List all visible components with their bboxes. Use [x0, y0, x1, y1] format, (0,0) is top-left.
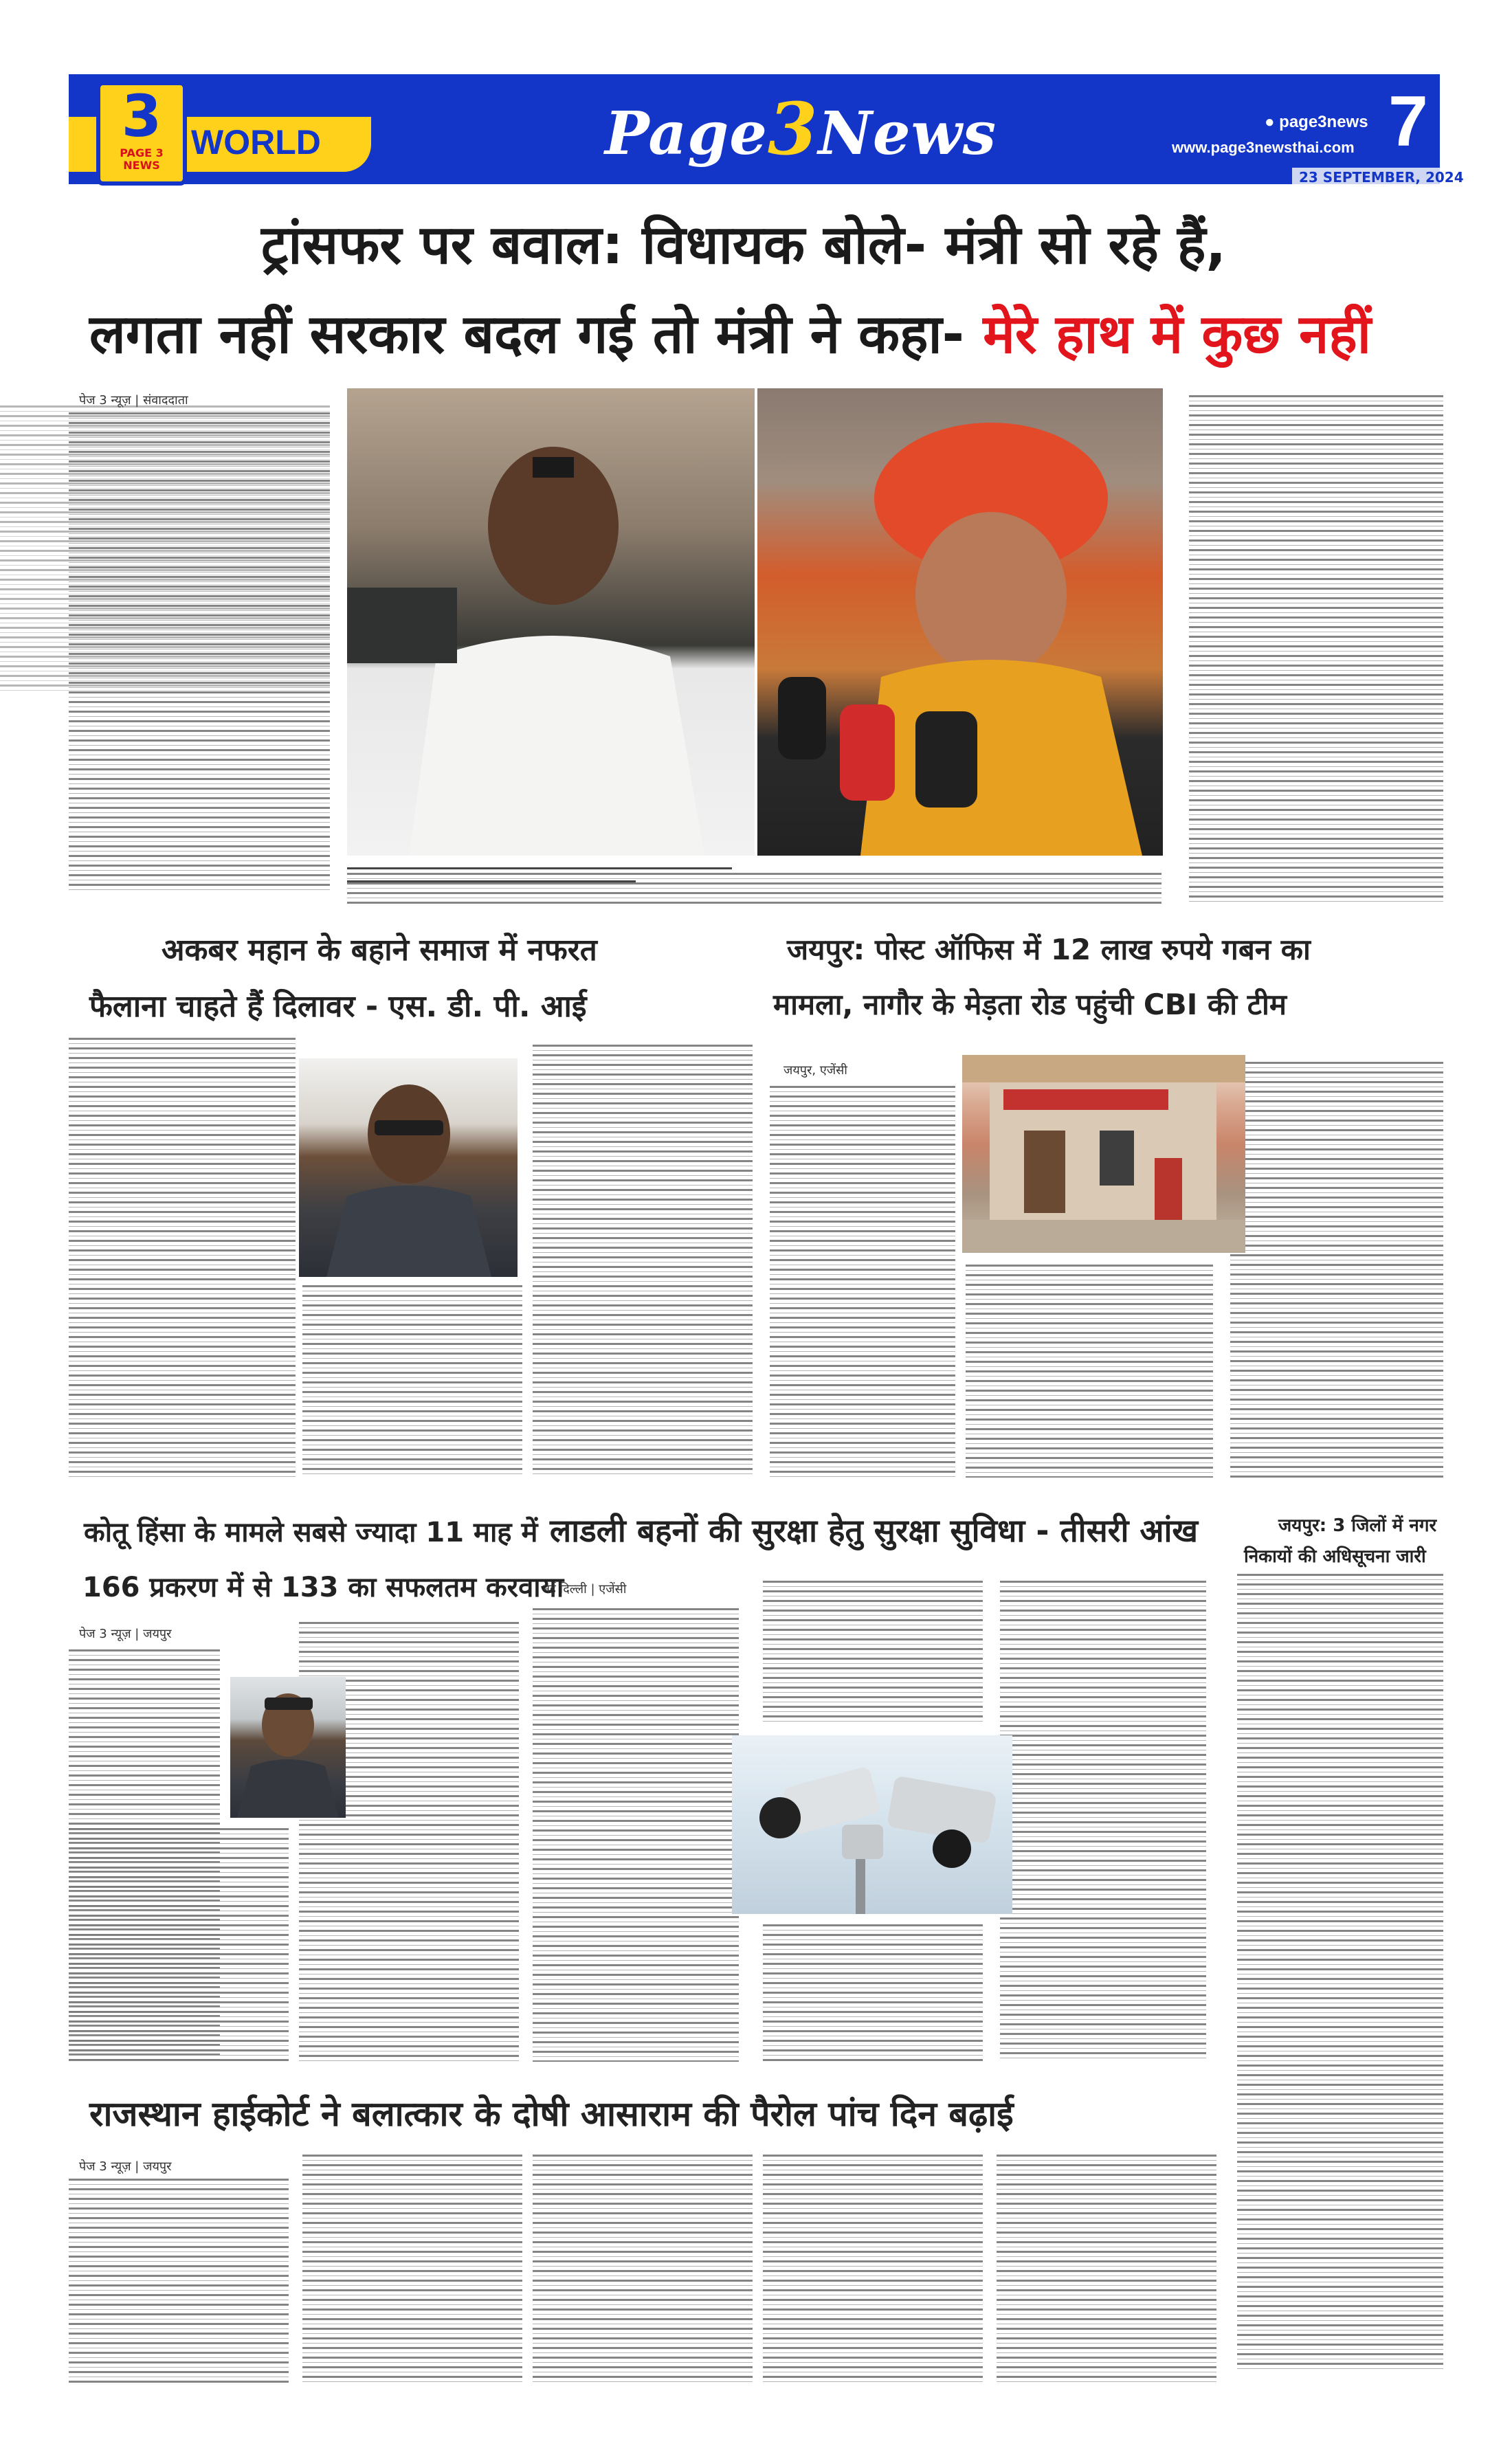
police-text-column-1b [69, 1828, 289, 2062]
cctv-text-column-1 [533, 1608, 739, 2062]
akbar-headline-line1: अकबर महान के बहाने समाज में नफरत [162, 933, 597, 968]
logo-subtext: PAGE 3 NEWS [120, 146, 164, 172]
high-court-text-column-4 [763, 2155, 983, 2385]
high-court-text-column-3 [533, 2155, 753, 2385]
lead-text-continued [347, 873, 1161, 906]
post-office-headline-line2: मामला, नागौर के मेड़ता रोड पहुंची CBI की टीम [773, 988, 1287, 1021]
social-handle: ● page3news [1265, 113, 1368, 131]
mla-photo [347, 388, 755, 856]
cctv-headline: लाडली बहनों की सुरक्षा हेतु सुरक्षा सुविधा - तीसरी आंख [550, 1512, 1199, 1549]
akbar-text-column-3 [533, 1045, 753, 1478]
website-url: www.page3newsthai.com [1172, 139, 1355, 156]
lead-headline-line1: ट्रांसफर पर बवाल: विधायक बोले- मंत्री सो रहे हैं, [261, 214, 1226, 276]
akbar-text-column-2 [302, 1285, 522, 1478]
police-headline-line1: कोतू हिंसा के मामले सबसे ज्यादा 11 माह में [84, 1517, 538, 1548]
lead-text-overlay [0, 405, 330, 694]
sdpi-leader-photo [299, 1058, 518, 1277]
lead-headline-red: मेरे हाथ में कुछ नहीं [964, 304, 1371, 366]
police-headline-line2: 166 प्रकरण में से 133 का सफलतम करवाया [82, 1572, 564, 1603]
police-officer-photo [230, 1677, 346, 1818]
side-text-column [1237, 1574, 1443, 2371]
minister-photo [757, 388, 1163, 856]
cctv-text-column-2b [763, 1924, 983, 2062]
dateline: 23 SEPTEMBER, 2024 [1299, 169, 1464, 186]
post-office-byline: जयपुर, एजेंसी [783, 1063, 847, 1078]
police-byline: पेज 3 न्यूज़ | जयपुर [79, 1627, 172, 1641]
lead-text-column-right [1189, 395, 1443, 904]
logo-number: 3 [121, 82, 162, 150]
paper-name [605, 87, 997, 171]
side-headline-line1: जयपुर: 3 जिलों में नगर [1278, 1515, 1437, 1536]
cctv-text-column-2 [763, 1581, 983, 1725]
high-court-text-column-2 [302, 2155, 522, 2385]
akbar-headline-line2: फैलाना चाहते हैं दिलावर - एस. डी. पी. आई [89, 989, 587, 1024]
high-court-text-column-5 [997, 2155, 1216, 2385]
side-headline-line2: निकायों की अधिसूचना जारी [1244, 1546, 1426, 1567]
masthead [69, 74, 1440, 184]
high-court-text-column-1 [69, 2179, 289, 2385]
lead-headline-line2 [89, 296, 1371, 368]
post-office-text-column-2 [966, 1265, 1213, 1478]
page3-logo [96, 81, 187, 186]
post-office-text-column-1 [770, 1086, 955, 1478]
lead-headline-black: लगता नहीं सरकार बदल गई तो मंत्री ने कहा- [89, 304, 965, 366]
cctv-byline: नई दिल्ली | एजेंसी [543, 1582, 627, 1596]
high-court-byline: पेज 3 न्यूज़ | जयपुर [79, 2159, 172, 2174]
page-number: 7 [1388, 82, 1428, 162]
cctv-text-column-3 [1000, 1581, 1206, 2062]
section-label: WORLD [191, 123, 321, 162]
paper-name-number: 3 [767, 87, 819, 171]
lead-byline: पेज 3 न्यूज़ | संवाददाता [79, 393, 188, 408]
post-office-text-column-3 [1230, 1062, 1443, 1478]
high-court-headline: राजस्थान हाईकोर्ट ने बलात्कार के दोषी आसाराम की पैरोल पांच दिन बढ़ाई [89, 2094, 1014, 2134]
akbar-text-column-1 [69, 1038, 296, 1478]
cctv-camera-photo [732, 1735, 1012, 1914]
post-office-headline-line1: जयपुर: पोस्ट ऑफिस में 12 लाख रुपये गबन का [787, 933, 1311, 966]
post-office-building-photo [962, 1055, 1245, 1253]
paper-name-pre: Page [605, 99, 768, 168]
paper-name-post: News [818, 99, 997, 168]
